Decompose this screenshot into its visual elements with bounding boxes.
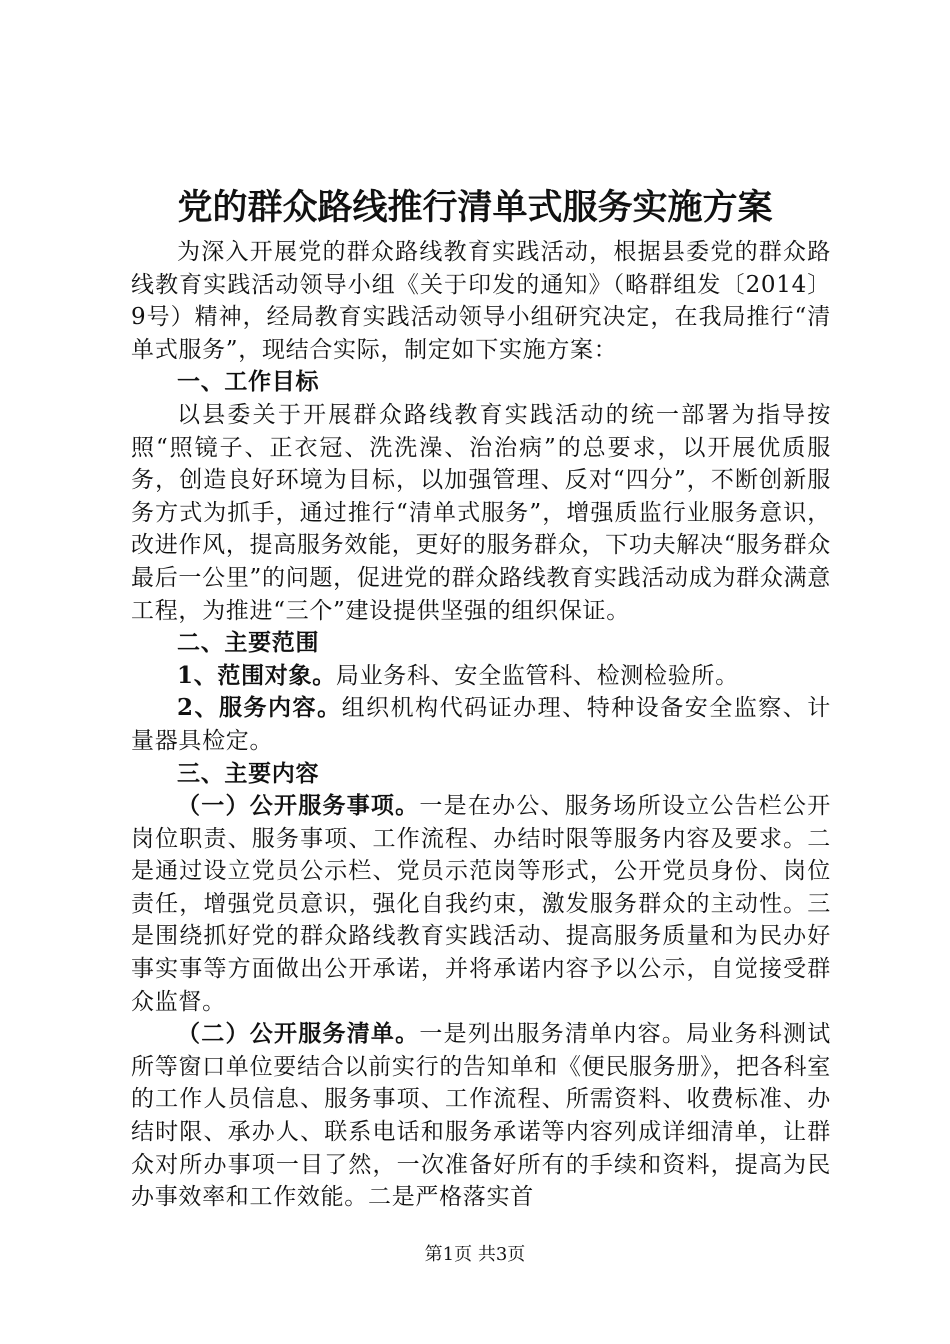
document-body	[131, 236, 831, 1214]
content-sub-public-items-lead: （一）公开服务事项。	[177, 792, 420, 820]
goals-paragraph: 以县委关于开展群众路线教育实践活动的统一部署为指导按照“照镜子、正衣冠、洗洗澡、治治病”的总要求，以开展优质服务，创造良好环境为目标，以加强管理、反对“四分”，不断创新服务方式为抓手，通过推行“清单式服务”，增强质监行业服务意识，改进作风，提高服务效能，更好的服务群众，下功夫解决“服务群众最后一公里”的问题，促进党的群众路线教育实践活动成为群众满意工程，为推进“三个”建设提供坚强的组织保证。	[131, 401, 831, 624]
scope-item-objects	[131, 660, 831, 693]
section-heading-goals: 一、工作目标	[177, 368, 320, 396]
content-sub-public-list	[131, 1018, 831, 1214]
scope-item-content-text: 组织机构代码证办理、特种设备安全监察、计量器具检定。	[131, 695, 832, 754]
scope-item-content-lead: 2、服务内容。	[177, 694, 342, 722]
scope-item-objects-text: 局业务科、安全监管科、检测检验所。	[335, 662, 739, 689]
scope-item-content	[131, 692, 831, 757]
section-heading-scope: 二、主要范围	[177, 629, 320, 657]
content-sub-public-list-lead: （二）公开服务清单。	[177, 1020, 420, 1048]
section-heading-content: 三、主要内容	[177, 759, 320, 787]
intro-paragraph: 为深入开展党的群众路线教育实践活动，根据县委党的群众路线教育实践活动领导小组《关于印发的通知》（略群组发〔2014〕9号）精神，经局教育实践活动领导小组研究决定，在我局推行“清单式服务”，现结合实际，制定如下实施方案：	[131, 239, 831, 363]
document-title: 党的群众路线推行清单式服务实施方案	[177, 187, 773, 228]
page-footer: 第1页 共3页	[424, 1244, 526, 1265]
scope-item-objects-lead: 1、范围对象。	[177, 661, 336, 689]
content-sub-public-items	[131, 790, 831, 1018]
content-sub-public-items-text: 一是在办公、服务场所设立公告栏公开岗位职责、服务事项、工作流程、办结时限等服务内容及要求。二是通过设立党员公示栏、党员示范岗等形式，公开党员身份、岗位责任，增强党员意识，强化自我约束，激发服务群众的主动性。三是围绕抓好党的群众路线教育实践活动、提高服务质量和为民办好事实事等方面做出公开承诺，并将承诺内容予以公示，自觉接受群众监督。	[131, 793, 831, 1015]
content-sub-public-list-text: 一是列出服务清单内容。局业务科测试所等窗口单位要结合以前实行的告知单和《便民服务册》，把各科室的工作人员信息、服务事项、工作流程、所需资料、收费标准、办结时限、承办人、联系电话和服务承诺等内容列成详细清单，让群众对所办事项一目了然，一次准备好所有的手续和资料，提高为民办事效率和工作效能。二是严格落实首	[131, 1021, 831, 1211]
